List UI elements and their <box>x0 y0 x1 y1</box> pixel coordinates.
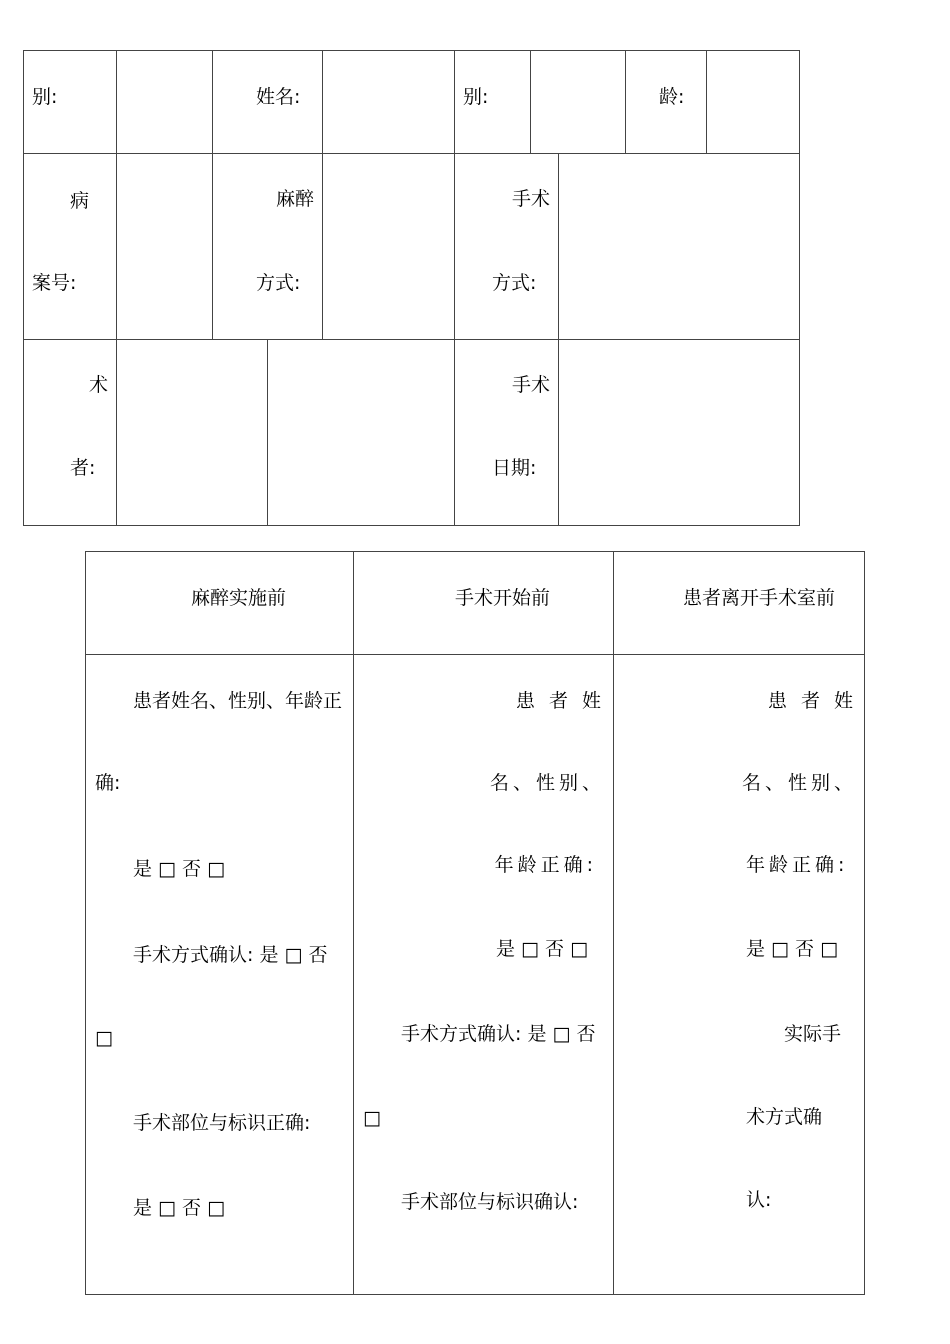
info-col-divider <box>530 50 531 154</box>
info-col-divider <box>322 50 323 340</box>
info-col-divider <box>267 339 268 526</box>
anesthesia-method-label-line1: 麻醉 <box>276 188 315 210</box>
surgeon-label-line1: 术 <box>89 374 109 396</box>
gender-label: 别: <box>463 86 489 108</box>
info-row-divider-2 <box>23 339 800 340</box>
col2-identity-yes-no[interactable]: 是 □ 否 □ <box>496 938 589 960</box>
col1-site-marking-yes-no[interactable]: 是 □ 否 □ <box>133 1197 226 1219</box>
col3-actual-method-line3: 认: <box>746 1189 772 1211</box>
checklist-col-divider <box>613 551 614 1295</box>
header-before-leaving-or: 患者离开手术室前 <box>683 587 836 609</box>
record-number-label-line2: 案号: <box>32 272 77 294</box>
col3-patient-identity-line3: 年龄正确: <box>746 854 849 876</box>
col2-patient-identity-line2: 名、性别、 <box>489 772 605 794</box>
info-col-divider <box>212 50 213 340</box>
col1-surgery-method-confirm[interactable]: 手术方式确认: 是 □ 否 <box>133 944 328 966</box>
checklist-header-divider <box>85 654 865 655</box>
surgery-date-label-line1: 手术 <box>512 374 551 396</box>
info-col-divider <box>625 50 626 154</box>
record-number-label-line1: 病 <box>70 190 90 212</box>
checklist-col-divider <box>353 551 354 1295</box>
header-before-surgery: 手术开始前 <box>455 587 551 609</box>
info-row-divider-1 <box>23 153 800 154</box>
age-label: 龄: <box>659 86 685 108</box>
gender-label-fragment: 别: <box>32 86 58 108</box>
info-col-divider <box>706 50 707 154</box>
col3-patient-identity-line2: 名、性别、 <box>741 772 857 794</box>
anesthesia-method-label-line2: 方式: <box>256 272 301 294</box>
col3-identity-yes-no[interactable]: 是 □ 否 □ <box>746 938 839 960</box>
col3-patient-identity-line1: 患 者 姓 <box>767 690 857 712</box>
col2-site-marking-label: 手术部位与标识确认: <box>401 1191 579 1213</box>
name-label: 姓名: <box>256 86 301 108</box>
col2-patient-identity-line3: 年龄正确: <box>494 854 597 876</box>
header-before-anesthesia: 麻醉实施前 <box>191 587 287 609</box>
col1-patient-identity-line1: 患者姓名、性别、年龄正 <box>133 690 343 712</box>
info-col-divider <box>454 50 455 526</box>
col2-patient-identity-line1: 患 者 姓 <box>515 690 605 712</box>
col1-patient-identity-line2: 确: <box>95 772 121 794</box>
patient-info-table <box>23 50 800 526</box>
info-col-divider <box>116 50 117 526</box>
safety-checklist-table <box>85 551 865 1295</box>
col1-surgery-method-checkbox[interactable]: □ <box>95 1027 113 1049</box>
col1-site-marking-label: 手术部位与标识正确: <box>133 1112 311 1134</box>
info-col-divider <box>558 153 559 526</box>
surgery-date-label-line2: 日期: <box>492 457 537 479</box>
surgeon-label-line2: 者: <box>70 457 96 479</box>
surgery-method-label-line2: 方式: <box>492 272 537 294</box>
col2-surgery-method-checkbox[interactable]: □ <box>363 1107 381 1129</box>
surgery-method-label-line1: 手术 <box>512 188 551 210</box>
col3-actual-method-line1: 实际手 <box>784 1023 842 1045</box>
col2-surgery-method-confirm[interactable]: 手术方式确认: 是 □ 否 <box>401 1023 596 1045</box>
col1-identity-yes-no[interactable]: 是 □ 否 □ <box>133 858 226 880</box>
col3-actual-method-line2: 术方式确 <box>746 1106 823 1128</box>
